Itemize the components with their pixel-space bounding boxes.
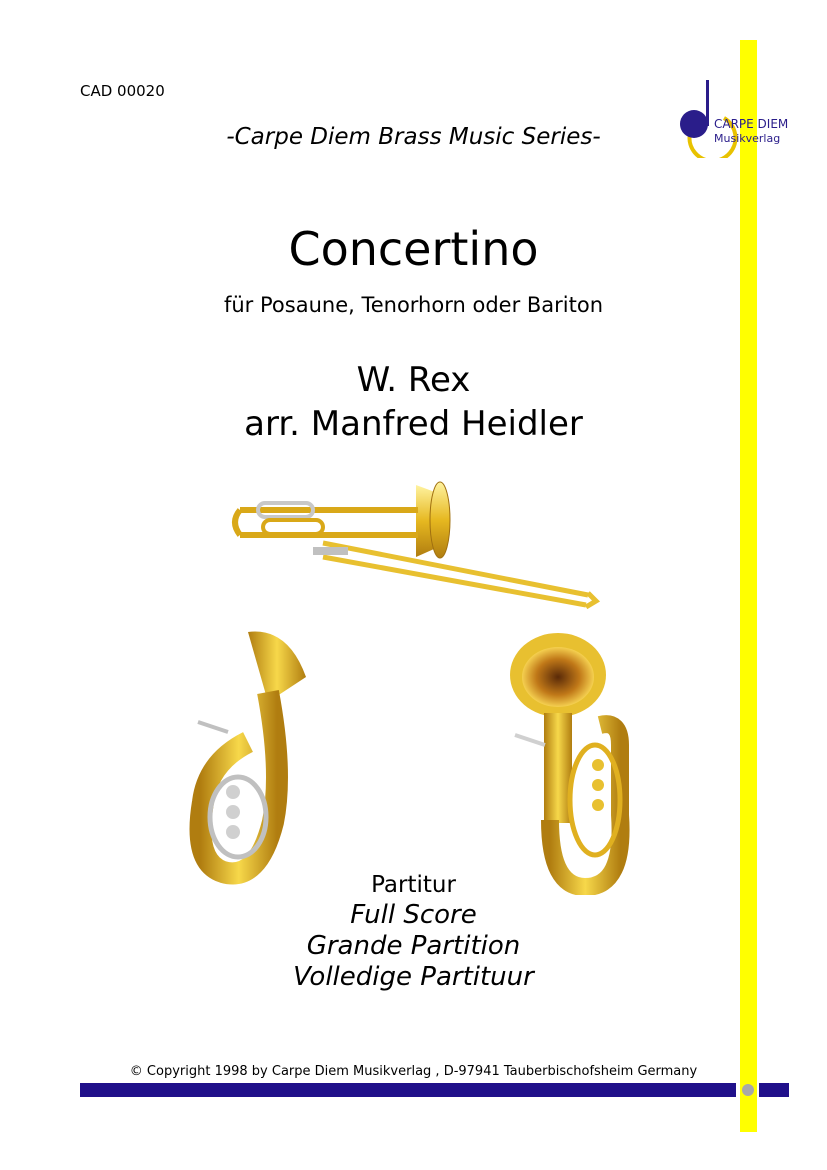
footer-dot [742,1084,754,1096]
instrumentation: für Posaune, Tenorhorn oder Bariton [223,293,604,317]
series-title: -Carpe Diem Brass Music Series- [226,124,601,150]
piece-title: Concertino [288,222,539,276]
composer: W. Rex [356,360,471,400]
score-label-dutch: Volledige Partituur [293,962,534,992]
credits [0,358,827,446]
tenor-horn-icon [188,622,318,892]
copyright-publisher: Carpe Diem Musikverlag [271,1064,432,1079]
score-label-french: Grande Partition [306,931,521,961]
copyright-prefix: © Copyright 1998 by [129,1064,272,1079]
copyright-notice [0,1064,827,1079]
catalog-number: CAD 00020 [80,82,165,100]
logo-text-publisher: Musikverlag [714,132,781,145]
trombone-icon [228,465,608,615]
score-label-german: Partitur [371,872,456,898]
arranger: arr. Manfred Heidler [244,404,583,444]
logo-text-brand: CARPE DIEM [714,117,789,131]
baritone-icon [500,625,645,895]
score-labels [0,870,827,993]
copyright-address: , D-97941 Tauberbischofsheim Germany [431,1064,698,1079]
footer-bar-right [759,1083,789,1097]
footer-bar [80,1083,736,1097]
score-label-english: Full Score [350,900,477,930]
